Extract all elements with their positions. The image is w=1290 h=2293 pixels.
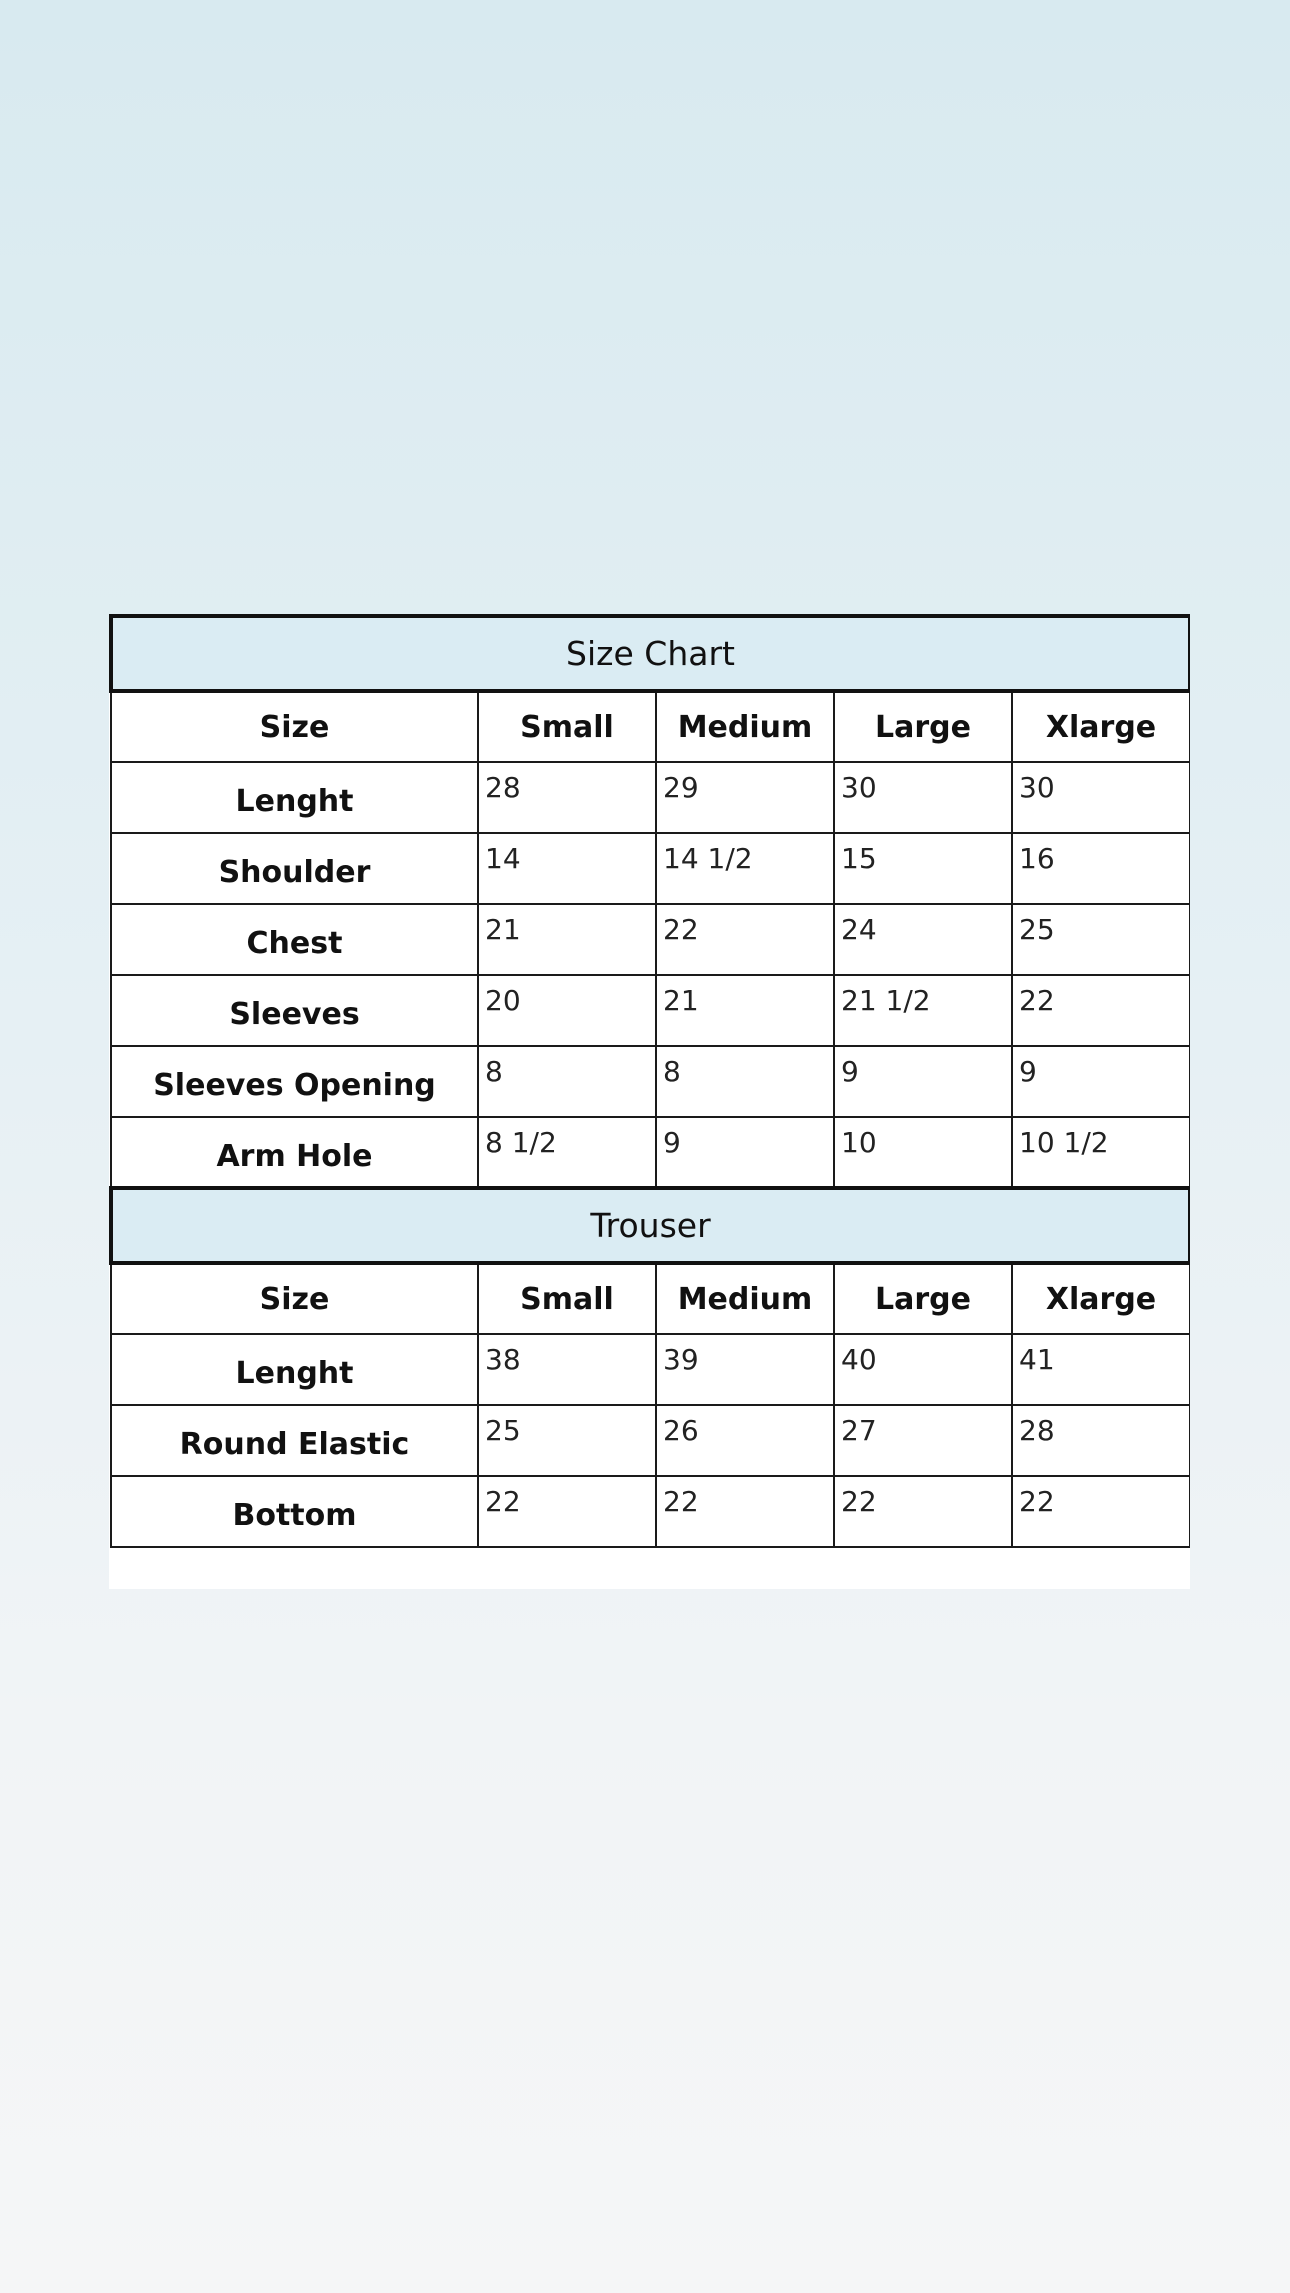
- cell-value: 21: [656, 975, 834, 1046]
- shirt-header-row: [111, 691, 1190, 762]
- cell-value: 21 1/2: [834, 975, 1012, 1046]
- cell-value: 39: [656, 1334, 834, 1405]
- cell-value: 16: [1012, 833, 1190, 904]
- cell-value: 27: [834, 1405, 1012, 1476]
- cell-value: 22: [478, 1476, 656, 1547]
- cell-value: 30: [834, 762, 1012, 833]
- cell-value: 41: [1012, 1334, 1190, 1405]
- cell-value: 22: [1012, 975, 1190, 1046]
- header-xlarge: Xlarge: [1012, 1263, 1190, 1334]
- row-label: Sleeves Opening: [111, 1046, 478, 1117]
- row-label: Sleeves: [111, 975, 478, 1046]
- trouser-header-row: [111, 1263, 1190, 1334]
- cell-value: 26: [656, 1405, 834, 1476]
- cell-value: 8: [656, 1046, 834, 1117]
- trouser-section-title: Trouser: [111, 1188, 1190, 1263]
- cell-value: 15: [834, 833, 1012, 904]
- header-small: Small: [478, 691, 656, 762]
- cell-value: 38: [478, 1334, 656, 1405]
- header-size: Size: [111, 1263, 478, 1334]
- header-medium: Medium: [656, 1263, 834, 1334]
- size-chart-table: [109, 614, 1190, 1548]
- cell-value: 14: [478, 833, 656, 904]
- table-row: [111, 1405, 1190, 1476]
- cell-value: 28: [478, 762, 656, 833]
- cell-value: 22: [834, 1476, 1012, 1547]
- table-row: [111, 904, 1190, 975]
- row-label: Arm Hole: [111, 1117, 478, 1188]
- header-large: Large: [834, 1263, 1012, 1334]
- cell-value: 8: [478, 1046, 656, 1117]
- cell-value: 40: [834, 1334, 1012, 1405]
- shirt-section-title: Size Chart: [111, 616, 1190, 691]
- table-row: [111, 1117, 1190, 1188]
- table-row: [111, 762, 1190, 833]
- table-row: [111, 833, 1190, 904]
- cell-value: 30: [1012, 762, 1190, 833]
- cell-value: 25: [1012, 904, 1190, 975]
- row-label: Shoulder: [111, 833, 478, 904]
- cell-value: 9: [656, 1117, 834, 1188]
- cell-value: 14 1/2: [656, 833, 834, 904]
- cell-value: 29: [656, 762, 834, 833]
- table-row: [111, 1046, 1190, 1117]
- header-xlarge: Xlarge: [1012, 691, 1190, 762]
- table-row: [111, 1476, 1190, 1547]
- cell-value: 28: [1012, 1405, 1190, 1476]
- cell-value: 24: [834, 904, 1012, 975]
- table-row: [111, 975, 1190, 1046]
- row-label: Round Elastic: [111, 1405, 478, 1476]
- header-small: Small: [478, 1263, 656, 1334]
- trouser-title-row: [111, 1188, 1190, 1263]
- row-label: Lenght: [111, 1334, 478, 1405]
- header-medium: Medium: [656, 691, 834, 762]
- cell-value: 22: [1012, 1476, 1190, 1547]
- cell-value: 9: [834, 1046, 1012, 1117]
- cell-value: 8 1/2: [478, 1117, 656, 1188]
- cell-value: 25: [478, 1405, 656, 1476]
- row-label: Chest: [111, 904, 478, 975]
- cell-value: 9: [1012, 1046, 1190, 1117]
- cell-value: 21: [478, 904, 656, 975]
- cell-value: 10: [834, 1117, 1012, 1188]
- size-chart-sheet: [109, 614, 1190, 1589]
- cell-value: 22: [656, 1476, 834, 1547]
- row-label: Lenght: [111, 762, 478, 833]
- header-size: Size: [111, 691, 478, 762]
- cell-value: 22: [656, 904, 834, 975]
- row-label: Bottom: [111, 1476, 478, 1547]
- header-large: Large: [834, 691, 1012, 762]
- cell-value: 20: [478, 975, 656, 1046]
- cell-value: 10 1/2: [1012, 1117, 1190, 1188]
- table-row: [111, 1334, 1190, 1405]
- shirt-title-row: [111, 616, 1190, 691]
